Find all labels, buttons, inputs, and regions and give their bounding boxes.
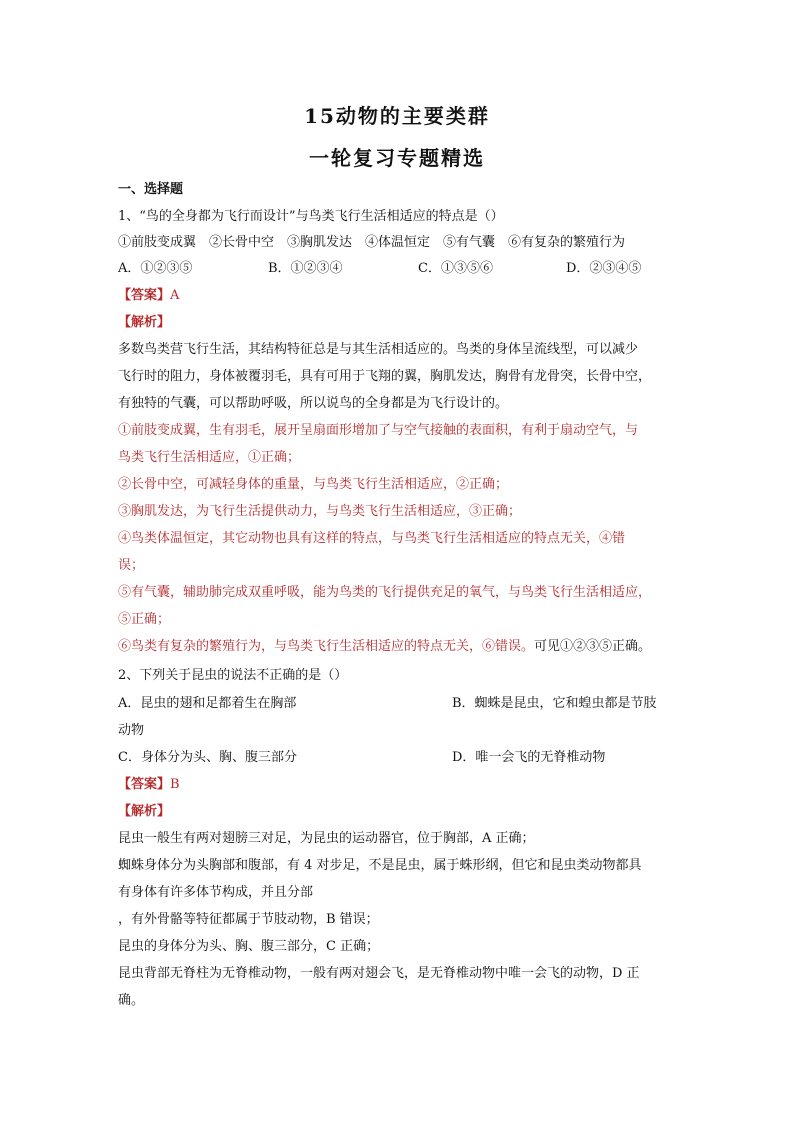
question-1-stem: 1、“鸟的全身都为飞行而设计”与鸟类飞行生活相适应的特点是（） bbox=[118, 209, 504, 224]
q2-option-c: C．身体分为头、胸、腹三部分 bbox=[118, 750, 297, 765]
q1-answer bbox=[118, 287, 678, 305]
q2-analysis-label bbox=[118, 803, 678, 821]
q1-red-line: ⑤有气囊，辅助肺完成双重呼吸，能为鸟类的飞行提供充足的氧气，与鸟类飞行生活相适应， bbox=[118, 585, 652, 600]
q2-option-d: D．唯一会飞的无脊椎动物 bbox=[452, 750, 606, 765]
q2-option-a: A．昆虫的翅和足都着生在胸部 bbox=[118, 696, 297, 711]
q2-analysis-line: ，有外骨骼等特征都属于节肢动物，B 错误； bbox=[118, 912, 379, 927]
document-title: 15动物的主要类群 bbox=[304, 104, 490, 128]
q2-answer bbox=[118, 776, 678, 794]
question-2-stem: 2、下列关于昆虫的说法不正确的是（） bbox=[118, 668, 348, 683]
answer-label: 【答案】 bbox=[118, 288, 171, 303]
section-heading: 一、选择题 bbox=[118, 182, 184, 197]
q1-analysis-line: 有独特的气囊，可以帮助呼吸，所以说鸟的全身都是为飞行设计的。 bbox=[118, 396, 509, 411]
q1-red-line: ③胸肌发达，为飞行生活提供动力，与鸟类飞行生活相适应，③正确； bbox=[118, 504, 522, 519]
q1-conclusion bbox=[118, 638, 678, 656]
q1-analysis-label bbox=[118, 314, 678, 332]
answer-label: 【答案】 bbox=[118, 777, 171, 792]
q1-last-black: 可见①②③⑤正确。 bbox=[534, 639, 652, 654]
analysis-label: 【解析】 bbox=[118, 804, 171, 819]
answer-value: B bbox=[170, 777, 180, 792]
q1-red-line: 误； bbox=[118, 558, 145, 573]
q1-last-red: ⑥鸟类有复杂的繁殖行为，与鸟类飞行生活相适应的特点无关，⑥错误。 bbox=[118, 639, 535, 654]
q2-analysis-line: 昆虫背部无脊柱为无脊椎动物，一般有两对翅会飞，是无脊椎动物中唯一会飞的动物，D 正 bbox=[118, 966, 640, 981]
q2-analysis-line: 有身体有许多体节构成，并且分部 bbox=[118, 885, 314, 900]
document-subtitle: 一轮复习专题精选 bbox=[309, 146, 485, 170]
analysis-label: 【解析】 bbox=[118, 315, 171, 330]
q2-analysis-line: 昆虫一般生有两对翅膀三对足，为昆虫的运动器官，位于胸部，A 正确； bbox=[118, 831, 535, 846]
q1-red-line: ⑤正确； bbox=[118, 612, 171, 627]
q1-red-line: ④鸟类体温恒定，其它动物也具有这样的特点，与鸟类飞行生活相适应的特点无关，④错 bbox=[118, 531, 626, 546]
q2-analysis-line: 确。 bbox=[118, 993, 145, 1008]
q2-analysis-line: 蜘蛛身体分为头胸部和腹部，有 4 对步足，不是昆虫，属于蛛形纲，但它和昆虫类动物都具 bbox=[118, 858, 642, 873]
q2-option-b-cont: 动物 bbox=[118, 723, 145, 738]
q2-option-b: B．蜘蛛是昆虫，它和蝗虫都是节肢 bbox=[452, 696, 657, 711]
q1-red-line: ①前肢变成翼，生有羽毛，展开呈扇面形增加了与空气接触的表面积，有利于扇动空气，与 bbox=[118, 423, 639, 438]
q1-option-b: B．①②③④ bbox=[268, 261, 343, 276]
q1-red-line: ②长骨中空，可减轻身体的重量，与鸟类飞行生活相适应，②正确； bbox=[118, 477, 509, 492]
q1-option-a: A．①②③⑤ bbox=[118, 261, 193, 276]
q1-option-d: D．②③④⑤ bbox=[566, 261, 642, 276]
q1-red-line: 鸟类飞行生活相适应，①正确； bbox=[118, 450, 301, 465]
question-1-items: ①前肢变成翼 ②长骨中空 ③胸肌发达 ④体温恒定 ⑤有气囊 ⑥有复杂的繁殖行为 bbox=[118, 235, 626, 250]
q1-analysis-line: 多数鸟类营飞行生活，其结构特征总是与其生活相适应的。鸟类的身体呈流线型，可以减少 bbox=[118, 342, 639, 357]
answer-value: A bbox=[170, 288, 180, 303]
q2-analysis-line: 昆虫的身体分为头、胸、腹三部分，C 正确； bbox=[118, 939, 380, 954]
q1-analysis-line: 飞行时的阻力，身体被覆羽毛，具有可用于飞翔的翼，胸肌发达，胸骨有龙骨突，长骨中空， bbox=[118, 369, 652, 384]
q1-option-c: C．①③⑤⑥ bbox=[418, 261, 493, 276]
